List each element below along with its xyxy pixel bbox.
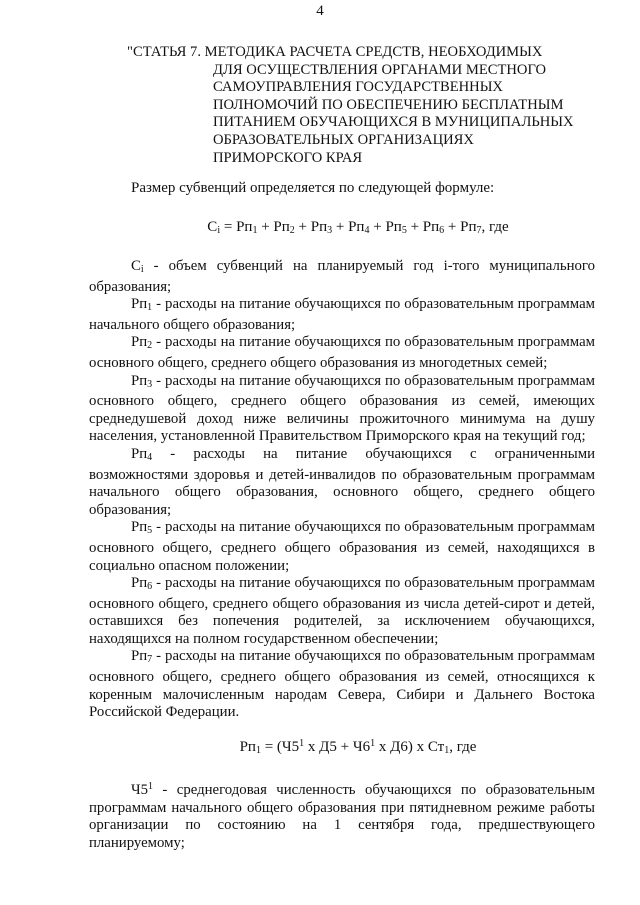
definition-text: - расходы на питание обучающихся по образовательным программам основного общего, среднего общего образования из многодетных семей; <box>89 334 595 371</box>
formula-sup: 1 <box>370 738 376 749</box>
formula-part: х Д6) х Ст <box>375 739 445 755</box>
definition-symbol: Рп <box>131 519 148 536</box>
formula-plus: + <box>444 219 461 235</box>
formula-part: = (Ч5 <box>260 739 300 755</box>
formula-term-sub: 1 <box>252 225 258 236</box>
definition-paragraph <box>89 373 595 446</box>
definition-symbol: Рп <box>131 334 148 351</box>
title-line: САМОУПРАВЛЕНИЯ ГОСУДАРСТВЕННЫХ <box>213 79 503 96</box>
formula-term-sub: 6 <box>439 225 445 236</box>
definition-text: - объем субвенций на планируемый год i-того муниципального образования; <box>89 258 595 295</box>
formula-term-sub: 3 <box>327 225 333 236</box>
title-line: ПИТАНИЕМ ОБУЧАЮЩИХСЯ В МУНИЦИПАЛЬНЫХ <box>213 114 574 131</box>
definition-text: - расходы на питание обучающихся по образовательным программам начального общего образования; <box>89 296 595 333</box>
definition-symbol: Рп <box>131 372 148 389</box>
article-title <box>127 44 597 167</box>
formula-term: Рп <box>348 219 365 235</box>
definition-symbol-sub: 6 <box>147 581 153 593</box>
formula-term: Рп <box>236 219 253 235</box>
definition-symbol-sub: 4 <box>147 451 153 463</box>
definition-text: - расходы на питание обучающихся по образовательным программам основного общего, среднего общего образования из семей, относящихся к коренным малочисленным народам Севера, Сибири и Дальнего Востока Российской Федерации. <box>89 648 595 721</box>
formula-term-sub: 2 <box>289 225 295 236</box>
definition-symbol-sub: 3 <box>147 378 153 390</box>
formula-term: Рп <box>310 219 328 235</box>
definition-text: - расходы на питание обучающихся по образовательным программам основного общего, среднего общего образования из семей, имеющих среднедушевой доход ниже величины прожиточного минимума на душу населения, установленной Правительством Приморского края на текущий год; <box>89 372 595 445</box>
page-number: 4 <box>316 3 324 19</box>
definition-paragraph <box>89 519 595 575</box>
definition-symbol-sup: 1 <box>148 781 154 792</box>
definition-symbol-sub: 7 <box>147 654 153 666</box>
definition-symbol-sub: 1 <box>147 302 153 314</box>
definition-symbol: Рп <box>131 296 148 313</box>
formula-sup: 1 <box>299 738 305 749</box>
title-line: ОБРАЗОВАТЕЛЬНЫХ ОРГАНИЗАЦИЯХ <box>213 131 474 148</box>
definition-symbol-sub: 5 <box>147 525 153 537</box>
formula-term: Рп <box>273 219 290 235</box>
ch5-definition <box>89 778 595 852</box>
definition-symbol-sub: i <box>140 264 144 275</box>
formula-plus: + <box>406 219 423 235</box>
formula-equals: = <box>220 219 237 235</box>
formula-term: Рп <box>460 219 477 235</box>
formula-tail: , где <box>449 739 477 755</box>
formula-term: Рп <box>385 219 402 235</box>
definition-symbol: C <box>131 258 141 274</box>
formula-tail: , где <box>481 219 509 235</box>
rp1-formula <box>38 738 640 756</box>
definition-symbol-sub: 2 <box>147 340 153 352</box>
definition-paragraph <box>89 778 595 852</box>
formula-term-sub: 7 <box>476 225 482 236</box>
formula-part: х Д5 + Ч6 <box>304 739 371 755</box>
formula-plus: + <box>257 219 274 235</box>
definition-symbol: Рп <box>131 445 148 462</box>
definition-paragraph <box>89 446 595 519</box>
formula-plus: + <box>332 219 349 235</box>
definition-paragraph <box>89 575 595 648</box>
definition-paragraph <box>89 648 595 721</box>
formula-term-sub: 5 <box>401 225 407 236</box>
definition-text: - расходы на питание обучающихся с ограниченными возможностями здоровья и детей-инвалидов по образовательным программам начального общего образования, основного общего, среднего общего образования; <box>89 445 595 518</box>
formula-lhs: Рп <box>239 739 256 755</box>
definition-symbol: Рп <box>131 648 148 665</box>
intro-text: Размер субвенций определяется по следующей формуле: <box>131 180 495 196</box>
definition-text: - расходы на питание обучающихся по образовательным программам основного общего, среднего общего образования из числа детей-сирот и детей, оставшихся без попечения родителей, за исключением обучающихся, находящихся на полном государственном обеспечении; <box>89 575 595 647</box>
formula-term-sub: 4 <box>364 225 370 236</box>
definition-text: - среднегодовая численность обучающихся по образовательным программам начального общего образования при пятидневном режиме работы организации по состоянию на 1 сентября года, предшествующего планируемому; <box>89 782 595 851</box>
title-line: ПРИМОРСКОГО КРАЯ <box>213 149 363 166</box>
title-line: "СТАТЬЯ 7. МЕТОДИКА РАСЧЕТА СРЕДСТВ, НЕОБХОДИМЫХ <box>127 44 543 60</box>
title-line: ПОЛНОМОЧИЙ ПО ОБЕСПЕЧЕНИЮ БЕСПЛАТНЫМ <box>213 96 564 113</box>
formula-lhs-sub: 1 <box>255 745 261 756</box>
definition-paragraph <box>89 334 595 372</box>
formula-lhs: C <box>207 219 218 235</box>
formula-plus: + <box>294 219 311 235</box>
title-line: ДЛЯ ОСУЩЕСТВЛЕНИЯ ОРГАНАМИ МЕСТНОГО <box>213 61 547 78</box>
formula-sub: 1 <box>444 745 450 756</box>
formula-term: Рп <box>422 219 440 235</box>
formula-lhs-sub: i <box>217 225 221 236</box>
definition-symbol: Ч5 <box>131 782 149 798</box>
definition-paragraph <box>89 296 595 334</box>
definitions-list <box>89 258 595 722</box>
definition-paragraph <box>89 258 595 296</box>
subvention-formula <box>38 219 640 236</box>
formula-plus: + <box>369 219 386 235</box>
definition-text: - расходы на питание обучающихся по образовательным программам основного общего, среднего общего образования из семей, находящихся в социально опасном положении; <box>89 519 595 574</box>
definition-symbol: Рп <box>131 575 148 592</box>
